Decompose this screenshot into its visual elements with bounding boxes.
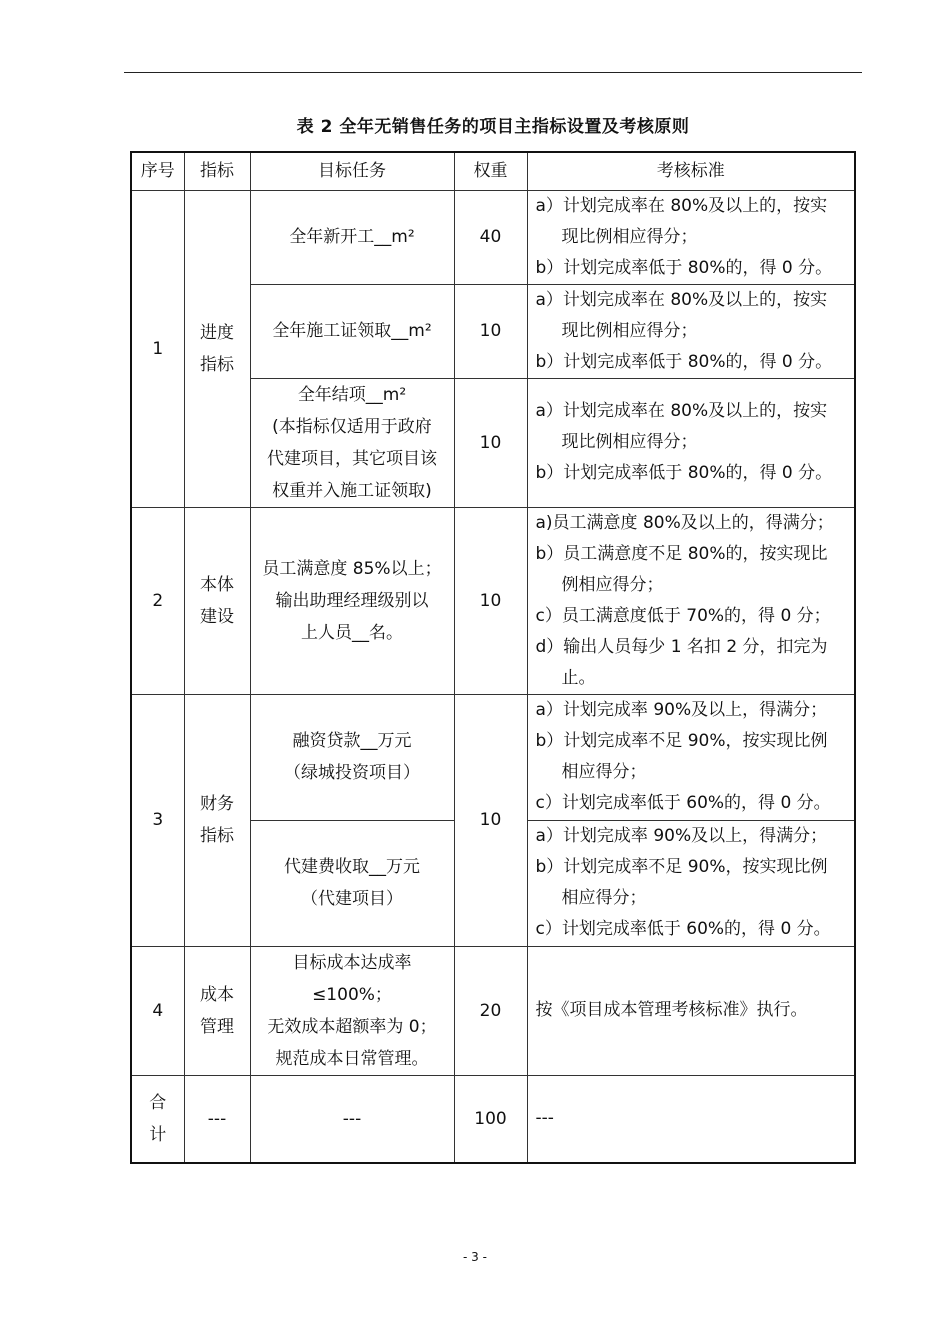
row-indicator: 进度 指标 (184, 190, 250, 507)
target-cell: 融资贷款__万元 （绿城投资项目） (250, 694, 454, 820)
weight-cell: 10 (454, 507, 527, 694)
criteria-cell: a）计划完成率 90%及以上，得满分； b）计划完成率不足 90%，按实现比例 相应得分； c）计划完成率低于 60%的，得 0 分。 (527, 820, 855, 946)
target-cell: 代建费收取__万元 （代建项目） (250, 820, 454, 946)
table-row (131, 190, 855, 284)
target-cell: 目标成本达成率 ≤100%； 无效成本超额率为 0； 规范成本日常管理。 (250, 946, 454, 1075)
criteria-cell: a)员工满意度 80%及以上的，得满分； b）员工满意度不足 80%的，按实现比 例相应得分； c）员工满意度低于 70%的，得 0 分； d）输出人员每少 1 名扣 2 分，扣完为 止。 (527, 507, 855, 694)
weight-cell: 10 (454, 694, 527, 946)
criteria-cell: a）计划完成率 90%及以上，得满分； b）计划完成率不足 90%，按实现比例 相应得分； c）计划完成率低于 60%的，得 0 分。 (527, 694, 855, 820)
total-criteria: --- (527, 1075, 855, 1163)
page-number: - 3 - (463, 1250, 487, 1264)
table-row (131, 507, 855, 694)
criteria-cell: a）计划完成率在 80%及以上的，按实 现比例相应得分； b）计划完成率低于 80%的，得 0 分。 (527, 284, 855, 378)
row-indicator: 本体 建设 (184, 507, 250, 694)
row-no: 1 (131, 190, 184, 507)
header-row (131, 152, 855, 190)
total-weight: 100 (454, 1075, 527, 1163)
table-row (131, 946, 855, 1075)
criteria-cell: a）计划完成率在 80%及以上的，按实 现比例相应得分； b）计划完成率低于 80%的，得 0 分。 (527, 378, 855, 507)
header-target: 目标任务 (250, 152, 454, 190)
criteria-cell: a）计划完成率在 80%及以上的，按实 现比例相应得分； b）计划完成率低于 80%的，得 0 分。 (527, 190, 855, 284)
header-rule (124, 72, 862, 73)
table-title: 表 2 全年无销售任务的项目主指标设置及考核原则 (296, 117, 690, 137)
table-row (131, 694, 855, 820)
target-cell: 全年施工证领取__m² (250, 284, 454, 378)
total-target: --- (250, 1075, 454, 1163)
target-cell: 全年结项__m² (本指标仅适用于政府 代建项目，其它项目该 权重并入施工证领取) (250, 378, 454, 507)
weight-cell: 10 (454, 378, 527, 507)
total-row (131, 1075, 855, 1163)
total-label: 合 计 (131, 1075, 184, 1163)
target-cell: 员工满意度 85%以上； 输出助理经理级别以 上人员__名。 (250, 507, 454, 694)
row-no: 3 (131, 694, 184, 946)
total-indicator: --- (184, 1075, 250, 1163)
row-no: 2 (131, 507, 184, 694)
row-no: 4 (131, 946, 184, 1075)
header-no: 序号 (131, 152, 184, 190)
criteria-cell: 按《项目成本管理考核标准》执行。 (527, 946, 855, 1075)
indicator-table (130, 151, 856, 1164)
row-indicator: 财务 指标 (184, 694, 250, 946)
header-indicator: 指标 (184, 152, 250, 190)
weight-cell: 40 (454, 190, 527, 284)
weight-cell: 10 (454, 284, 527, 378)
header-weight: 权重 (454, 152, 527, 190)
target-cell: 全年新开工__m² (250, 190, 454, 284)
row-indicator: 成本 管理 (184, 946, 250, 1075)
weight-cell: 20 (454, 946, 527, 1075)
header-criteria: 考核标准 (527, 152, 855, 190)
